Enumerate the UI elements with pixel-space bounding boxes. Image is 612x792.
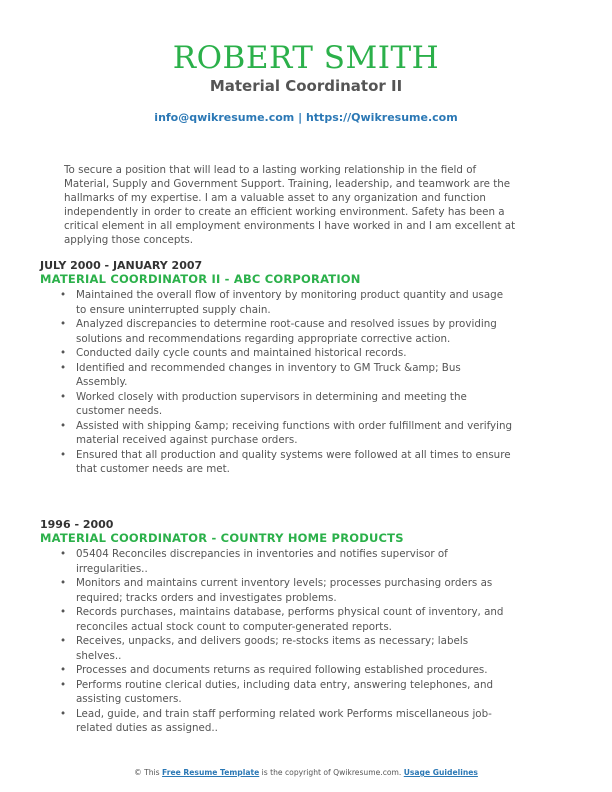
website-link[interactable]: https://Qwikresume.com — [305, 111, 458, 124]
list-item: • Lead, guide, and train staff performing related work Performs miscellaneous job-related duties as assigned.. — [58, 707, 514, 736]
list-item: • Identified and recommended changes in inventory to GM Truck &amp; Bus Assembly. — [58, 361, 514, 390]
list-item: • Receives, unpacks, and delivers goods; re-stocks items as necessary; labels shelves.. — [58, 634, 514, 663]
free-resume-template-link[interactable]: Free Resume Template — [162, 768, 260, 777]
list-item: • Ensured that all production and quality systems were followed at all times to ensure that customer needs are met. — [58, 448, 514, 477]
list-item: • Performs routine clerical duties, including data entry, answering telephones, and assisting customers. — [58, 678, 514, 707]
footer-middle: is the copyright of Qwikresume.com. — [259, 768, 404, 777]
contact-separator: | — [294, 111, 306, 124]
usage-guidelines-link[interactable]: Usage Guidelines — [403, 768, 478, 777]
list-item: • Records purchases, maintains database, performs physical count of inventory, and reconciles actual stock count to computer-generated reports. — [58, 605, 514, 634]
job-2-title: MATERIAL COORDINATOR - COUNTRY HOME PRODUCTS — [40, 531, 404, 545]
summary-paragraph: To secure a position that will lead to a lasting working relationship in the field of Material, Supply and Government Support. Training, leadership, and teamwork are the hallmarks of my expertise. I am a valuable asset to any organization and function independently in order to create an efficient working environment. Safety has been a critical element in all employment environments I have worked in and I am excellent at applying those concepts. — [64, 164, 516, 246]
list-item: • Maintained the overall flow of inventory by monitoring product quantity and usage to ensure uninterrupted supply chain. — [58, 288, 514, 317]
job-1-dates: JULY 2000 - JANUARY 2007 — [40, 259, 203, 272]
contact-line — [0, 111, 612, 124]
email-link[interactable]: info@qwikresume.com — [154, 111, 295, 124]
list-item: • Worked closely with production supervisors in determining and meeting the customer needs. — [58, 390, 514, 419]
list-item: • Processes and documents returns as required following established procedures. — [58, 663, 514, 678]
candidate-name: ROBERT SMITH — [172, 40, 440, 76]
list-item: • 05404 Reconciles discrepancies in inventories and notifies supervisor of irregularities.. — [58, 547, 514, 576]
job-2-dates: 1996 - 2000 — [40, 518, 114, 531]
footer-copyright — [0, 768, 612, 777]
job-title: Material Coordinator II — [209, 77, 403, 95]
job-1-bullets — [58, 288, 514, 477]
footer-prefix: © This — [134, 768, 163, 777]
list-item: • Conducted daily cycle counts and maintained historical records. — [58, 346, 514, 361]
job-1-title: MATERIAL COORDINATOR II - ABC CORPORATION — [40, 272, 361, 286]
job-2-bullets — [58, 547, 514, 736]
list-item: • Monitors and maintains current inventory levels; processes purchasing orders as required; tracks orders and investigates problems. — [58, 576, 514, 605]
list-item: • Assisted with shipping &amp; receiving functions with order fulfillment and verifying material received against purchase orders. — [58, 419, 514, 448]
list-item: • Analyzed discrepancies to determine root-cause and resolved issues by providing solutions and recommendations regarding appropriate corrective action. — [58, 317, 514, 346]
